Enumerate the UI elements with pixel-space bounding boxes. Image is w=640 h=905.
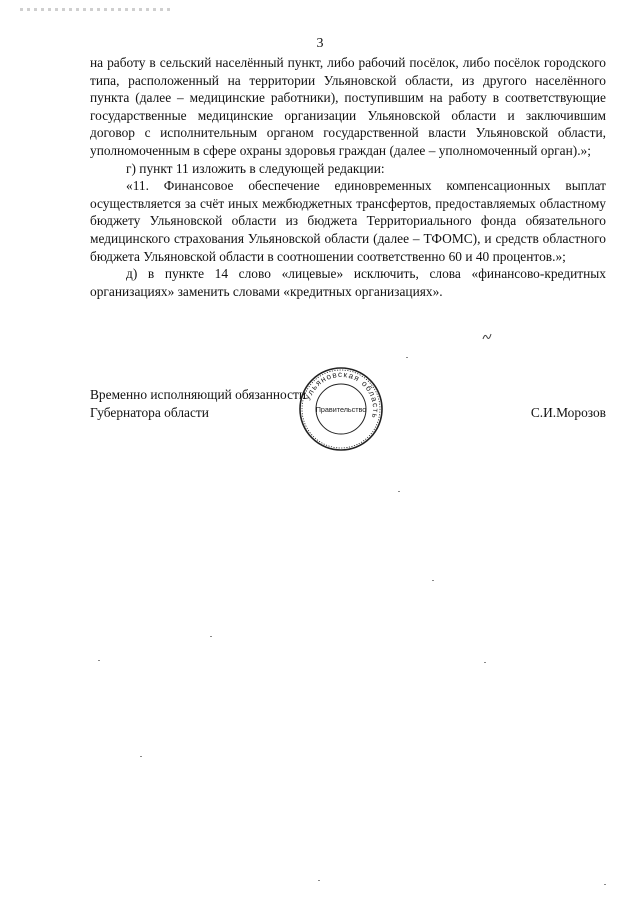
scan-speck [406,357,408,358]
scan-speck [210,636,212,637]
stamp-ring-text: Ульяновская область [303,369,381,421]
signatory-name: С.И.Морозов [530,404,606,420]
pen-mark [482,331,492,341]
signatory-title-line1: Временно исполняющий обязанности [90,387,307,402]
scan-speck [98,660,100,661]
scan-speck [484,662,486,663]
scan-speck [604,884,606,885]
paragraph-continuation: на работу в сельский населённый пункт, либо рабочий посёлок, либо посёлок городского типа, расположенный на территории Ульяновской области, из другого населённого пункта (далее – медицинские работники), поступившим на работу в соответствующие государственные медицинские организации Ульяновской области и заключившим договор с исполнительным органом государственной власти Ульяновской области, уполномоченным в сфере охраны здоровья граждан (далее – уполномоченный орган).»; [90,55,606,158]
paragraph-item-11: «11. Финансовое обеспечение единовременных компенсационных выплат осуществляется за счёт иных межбюджетных трансфертов, предоставляемых областному бюджету Ульяновской области из бюджета Территориального фонда обязательного медицинского страхования Ульяновской области (далее – ТФОМС), и средств областного бюджета Ульяновской области в соотношении соответственно 60 и 40 процентов.»; [90,178,606,264]
stamp-center-text: Правительство [315,405,367,414]
scan-speck [318,880,320,881]
scan-speck [432,580,434,581]
official-stamp [298,366,384,452]
scan-speck [140,756,142,757]
page-number: 3 [316,36,324,51]
paragraph-item-g: г) пункт 11 изложить в следующей редакции: [126,160,385,176]
scan-header-artifact [20,8,170,11]
document-body [90,54,606,300]
signatory-title-line2: Губернатора области [90,404,209,420]
paragraph-item-d: д) в пункте 14 слово «лицевые» исключить, слова «финансово-кредитных организациях» заменить словами «кредитных организациях». [90,266,606,299]
scan-speck [398,491,400,492]
